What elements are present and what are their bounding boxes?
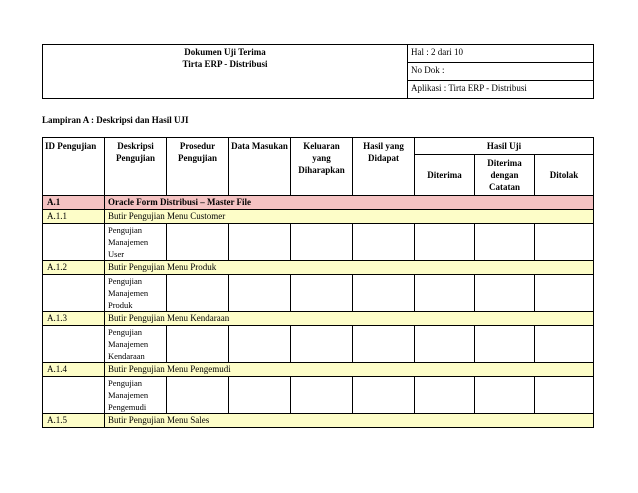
col-prosedur: Prosedur Pengujian (167, 138, 229, 196)
col-keluaran: Keluaran yang Diharapkan (291, 138, 353, 196)
doc-number: No Dok : (408, 63, 594, 81)
cell-deskripsi: Pengujian Manajemen Pengemudi (105, 377, 167, 414)
cell (353, 224, 415, 261)
table-row (43, 326, 594, 363)
cell (535, 377, 594, 414)
col-diterima: Diterima (415, 155, 475, 196)
cell-deskripsi: Pengujian Manajemen User (105, 224, 167, 261)
table-row (43, 377, 594, 414)
cell (353, 275, 415, 312)
group-label: Butir Pengujian Menu Kendaraan (105, 312, 594, 326)
cell (475, 275, 535, 312)
table-row (43, 275, 594, 312)
cell (167, 377, 229, 414)
group-label: Butir Pengujian Menu Produk (105, 261, 594, 275)
cell (229, 275, 291, 312)
page-info: Hal : 2 dari 10 (408, 45, 594, 63)
cell-deskripsi: Pengujian Manajemen Produk (105, 275, 167, 312)
cell-id (43, 326, 105, 363)
group-row (43, 312, 594, 326)
cell (415, 377, 475, 414)
cell (475, 326, 535, 363)
cell (475, 377, 535, 414)
attachment-heading: Lampiran A : Deskripsi dan Hasil UJI (42, 115, 189, 125)
group-row (43, 363, 594, 377)
cell (353, 377, 415, 414)
cell-id (43, 275, 105, 312)
group-id: A.1.3 (43, 312, 105, 326)
col-data-masukan: Data Masukan (229, 138, 291, 196)
cell-id (43, 224, 105, 261)
group-row (43, 261, 594, 275)
document-title (43, 45, 408, 99)
group-row (43, 210, 594, 224)
col-hasil-didapat: Hasil yang Didapat (353, 138, 415, 196)
cell-deskripsi: Pengujian Manajemen Kendaraan (105, 326, 167, 363)
title-line-1: Dokumen Uji Terima (184, 47, 266, 57)
cell (415, 224, 475, 261)
cell (415, 275, 475, 312)
table-row (43, 224, 594, 261)
cell (535, 326, 594, 363)
col-id: ID Pengujian (43, 138, 105, 196)
group-id: A.1.4 (43, 363, 105, 377)
col-deskripsi: Deskripsi Pengujian (105, 138, 167, 196)
group-id: A.1.1 (43, 210, 105, 224)
test-table (42, 137, 594, 428)
cell (167, 275, 229, 312)
group-row (43, 414, 594, 428)
cell (415, 326, 475, 363)
cell-id (43, 377, 105, 414)
group-label: Butir Pengujian Menu Sales (105, 414, 594, 428)
group-id: A.1.2 (43, 261, 105, 275)
cell (167, 326, 229, 363)
group-label: Butir Pengujian Menu Pengemudi (105, 363, 594, 377)
cell (291, 377, 353, 414)
col-ditolak: Ditolak (535, 155, 594, 196)
section-row (43, 196, 594, 210)
cell (229, 224, 291, 261)
cell (167, 224, 229, 261)
cell (291, 224, 353, 261)
cell (229, 326, 291, 363)
cell (353, 326, 415, 363)
section-id: A.1 (43, 196, 105, 210)
cell (291, 326, 353, 363)
col-diterima-catatan: Diterima dengan Catatan (475, 155, 535, 196)
title-line-2: Tirta ERP - Distribusi (182, 59, 268, 69)
col-hasil-uji: Hasil Uji (415, 138, 594, 155)
group-id: A.1.5 (43, 414, 105, 428)
cell (291, 275, 353, 312)
document-header (42, 44, 594, 99)
application-name: Aplikasi : Tirta ERP - Distribusi (408, 81, 594, 99)
section-label: Oracle Form Distribusi – Master File (105, 196, 594, 210)
cell (535, 224, 594, 261)
cell (229, 377, 291, 414)
group-label: Butir Pengujian Menu Customer (105, 210, 594, 224)
cell (535, 275, 594, 312)
cell (475, 224, 535, 261)
